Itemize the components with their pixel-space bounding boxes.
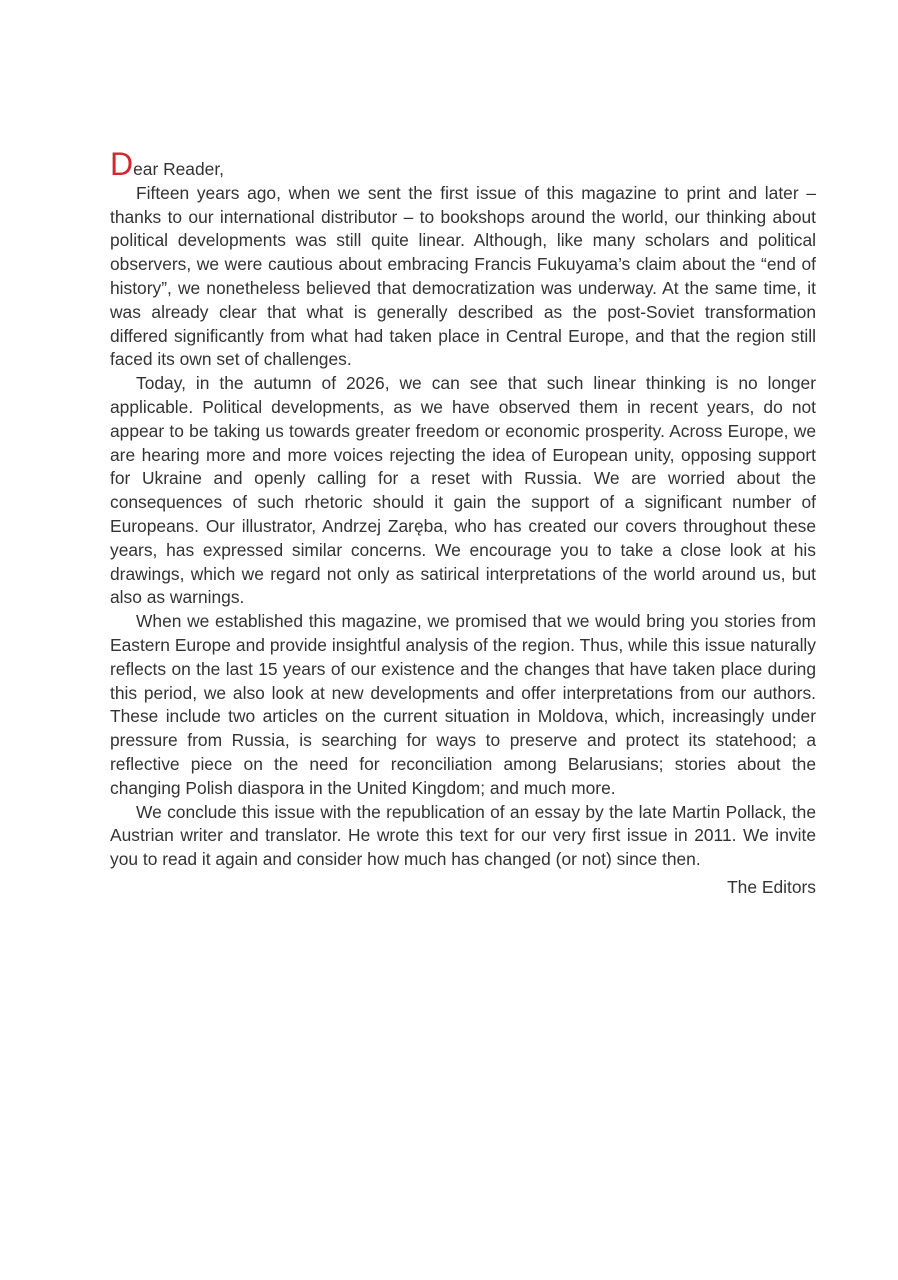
salutation	[110, 146, 816, 182]
drop-cap-letter: D	[110, 146, 134, 182]
paragraph-1: Fifteen years ago, when we sent the first issue of this magazine to print and later – thanks to our international distributor – to bookshops around the world, our thinking about political developments was still quite linear. Although, like many scholars and political observers, we were cautious about embracing Francis Fukuyama’s claim about the “end of history”, we nonetheless believed that democratization was underway. At the same time, it was already clear that what is generally described as the post-Soviet transformation differed significantly from what had taken place in Central Europe, and that the region still faced its own set of challenges.	[110, 182, 816, 370]
paragraph-2: Today, in the autumn of 2026, we can see that such linear thinking is no longer applicable. Political developments, as we have observed them in recent years, do not appear to be taking us towards greater freedom or economic prosperity. Across Europe, we are hearing more and more voices rejecting the idea of European unity, opposing support for Ukraine and openly calling for a reset with Russia. We are worried about the consequences of such rhetoric should it gain the support of a significant number of Europeans. Our illustrator, Andrzej Zaręba, who has created our covers throughout these years, has expressed similar concerns. We encourage you to take a close look at his drawings, which we regard not only as satirical interpretations of the world around us, but also as warnings.	[110, 373, 816, 608]
editorial-letter	[110, 146, 816, 900]
salutation-text: ear Reader,	[133, 159, 224, 179]
paragraph-3: When we established this magazine, we promised that we would bring you stories from Eastern Europe and provide insightful analysis of the region. Thus, while this issue naturally reflects on the last 15 years of our existence and the changes that have taken place during this period, we also look at new developments and offer interpretations from our authors. These include two articles on the current situation in Moldova, which, increasingly under pressure from Russia, is searching for ways to preserve and protect its statehood; a reflective piece on the need for reconciliation among Belarusians; stories about the changing Polish diaspora in the United Kingdom; and much more.	[110, 611, 816, 798]
paragraph-4: We conclude this issue with the republication of an essay by the late Martin Pollack, the Austrian writer and translator. He wrote this text for our very first issue in 2011. We invite you to read it again and consider how much has changed (or not) since then.	[110, 801, 816, 870]
signature: The Editors	[727, 876, 816, 897]
